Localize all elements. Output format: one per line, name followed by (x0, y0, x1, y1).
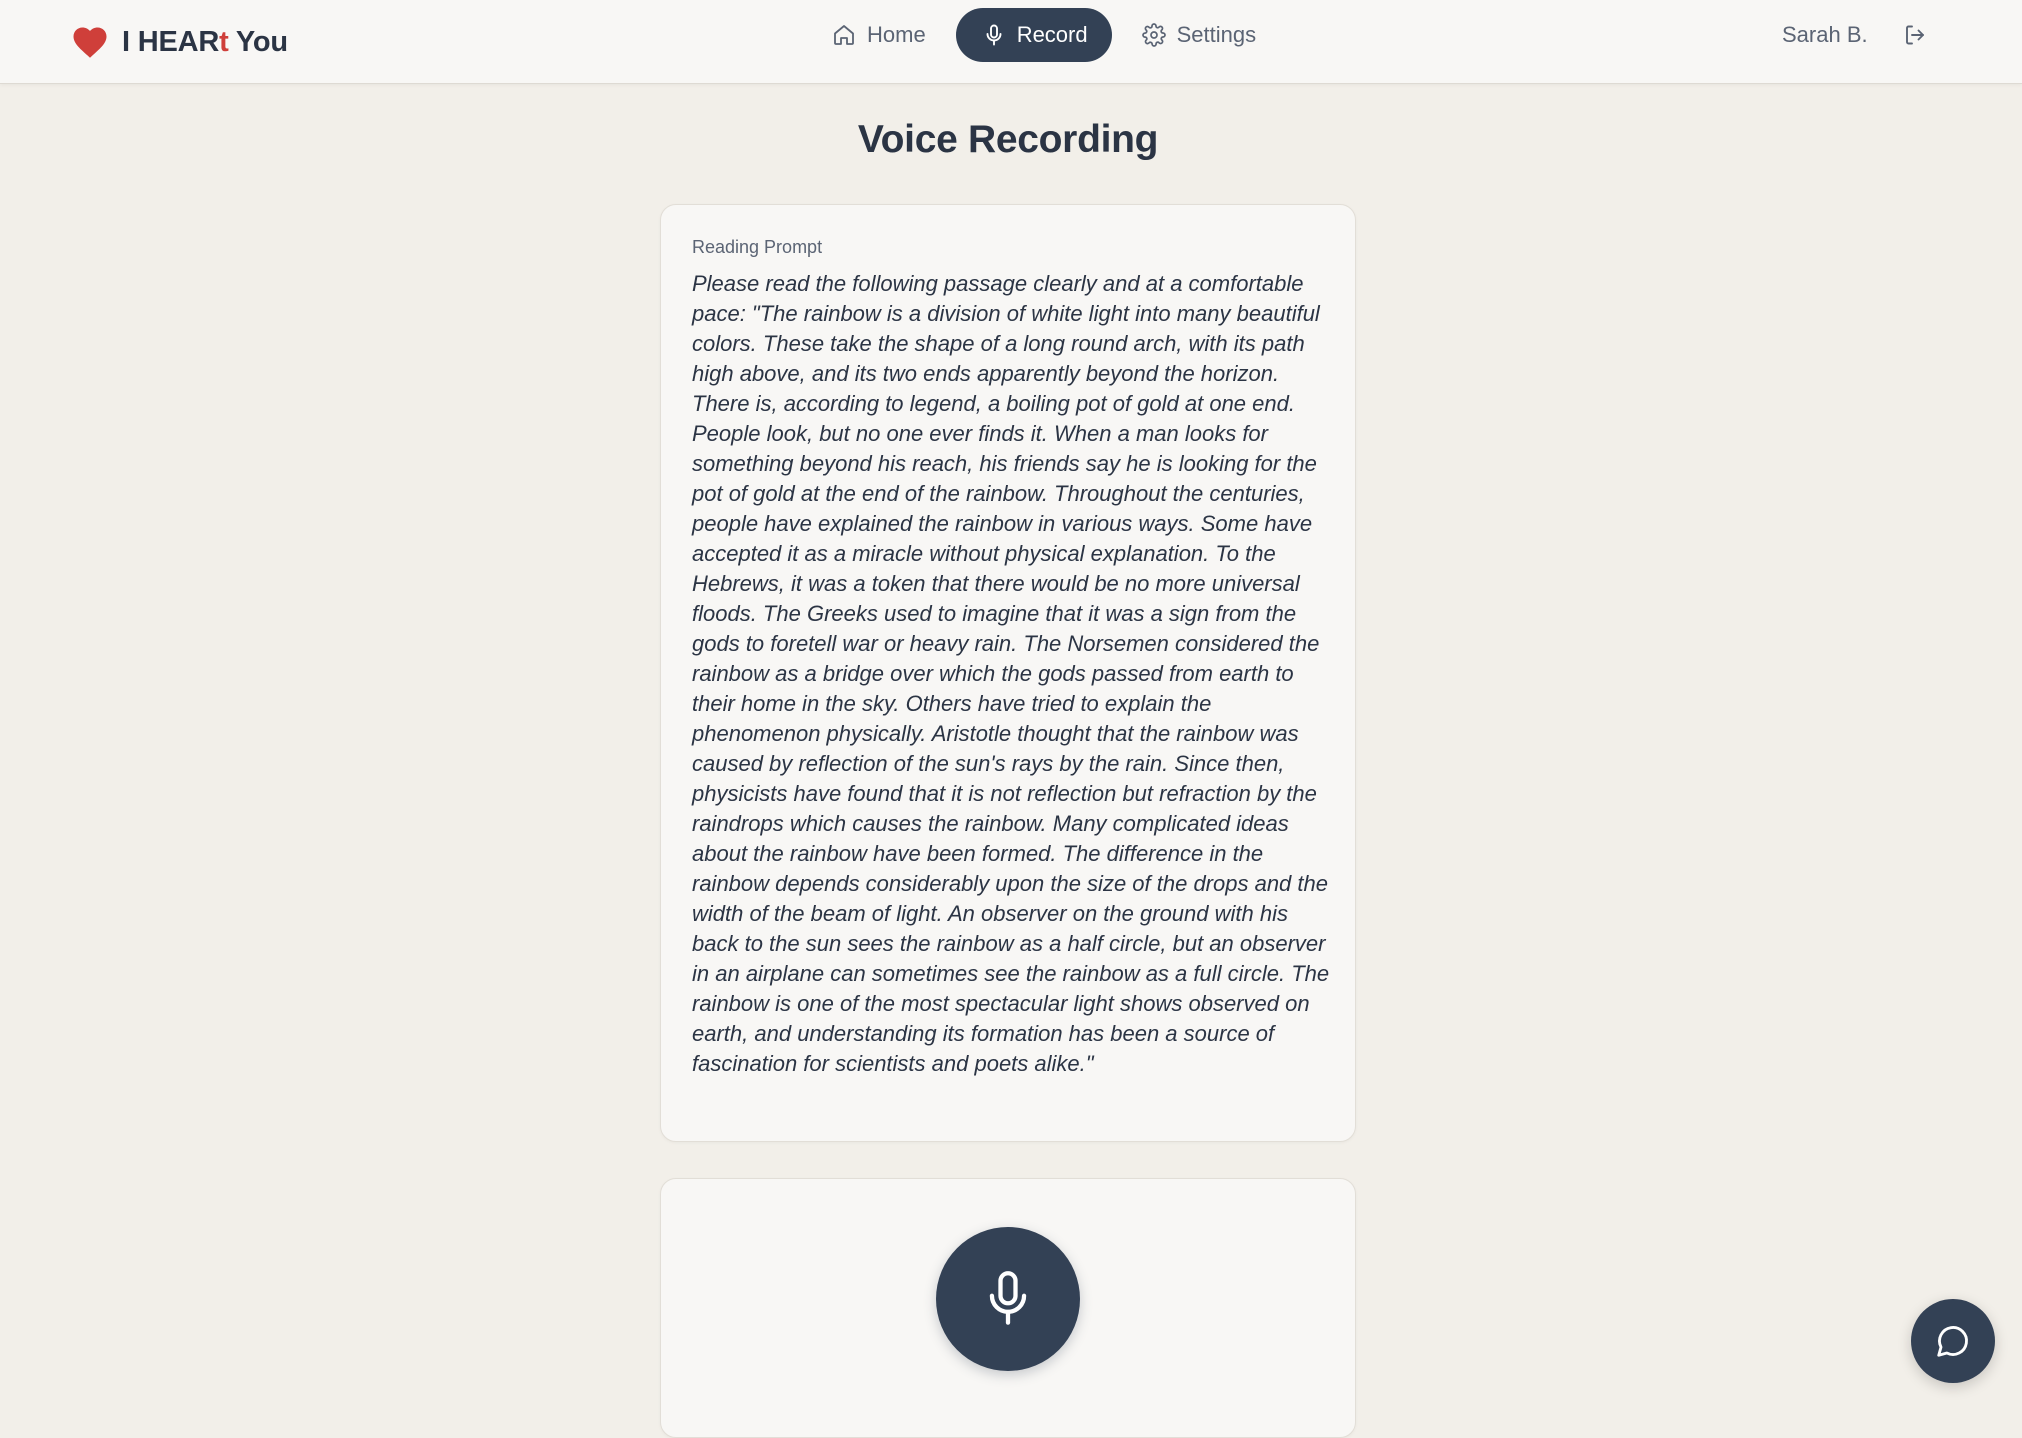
logout-icon (1903, 23, 1927, 47)
chat-bubble-icon (1935, 1323, 1971, 1359)
reading-prompt-card (660, 204, 1356, 1142)
nav-settings[interactable] (1118, 8, 1281, 62)
reading-prompt-text: Please read the following passage clearly and at a comfortable pace: "The rainbow is a division of white light into many beautiful colors. These take the shape of a long round arch, with its path high above, and its two ends apparently beyond the horizon. There is, according to legend, a boiling pot of gold at one end. People look, but no one ever finds it. When a man looks for something beyond his reach, his friends say he is looking for the pot of gold at the end of the rainbow. Throughout the centuries, people have explained the rainbow in various ways. Some have accepted it as a miracle without physical explanation. To the Hebrews, it was a token that there would be no more universal floods. The Greeks used to imagine that it was a sign from the gods to foretell war or heavy rain. The Norsemen considered the rainbow as a bridge over which the gods passed from earth to their home in the sky. Others have tried to explain the phenomenon physically. Aristotle thought that the rainbow was caused by reflection of the sun's rays by the rain. Since then, physicists have found that it is not reflection but refraction by the raindrops which causes the rainbow. Many complicated ideas about the rainbow have been formed. The difference in the rainbow depends considerably upon the size of the drops and the width of the beam of light. An observer on the ground with his back to the sun sees the rainbow as a half circle, but an observer in an airplane can sometimes see the rainbow as a full circle. The rainbow is one of the most spectacular light shows observed on earth, and understanding its formation has been a source of fascination for scientists and poets alike." (692, 271, 1330, 1076)
top-navigation-bar (0, 0, 2022, 84)
brand-logo[interactable] (72, 18, 288, 66)
brand-name: I HEARt You (122, 25, 288, 58)
mic-icon (982, 1269, 1034, 1329)
gear-icon (1142, 23, 1166, 47)
nav-home[interactable] (808, 8, 950, 62)
home-icon (832, 23, 856, 47)
page-title: Voice Recording (857, 118, 1159, 161)
nav-home-label: Home (867, 22, 926, 47)
nav-record-label: Record (1016, 22, 1088, 47)
mic-icon (982, 23, 1006, 47)
heart-icon (72, 25, 108, 59)
logout-button[interactable] (1900, 20, 1930, 50)
nav-settings-label: Settings (1176, 22, 1257, 47)
main-nav (808, 8, 1280, 62)
recorder-card (660, 1178, 1356, 1438)
user-name[interactable]: Sarah B. (1782, 22, 1868, 47)
chat-button[interactable] (1911, 1299, 1995, 1383)
record-button[interactable] (936, 1227, 1080, 1371)
reading-prompt-label: Reading Prompt (692, 237, 823, 257)
nav-record[interactable] (956, 8, 1112, 62)
